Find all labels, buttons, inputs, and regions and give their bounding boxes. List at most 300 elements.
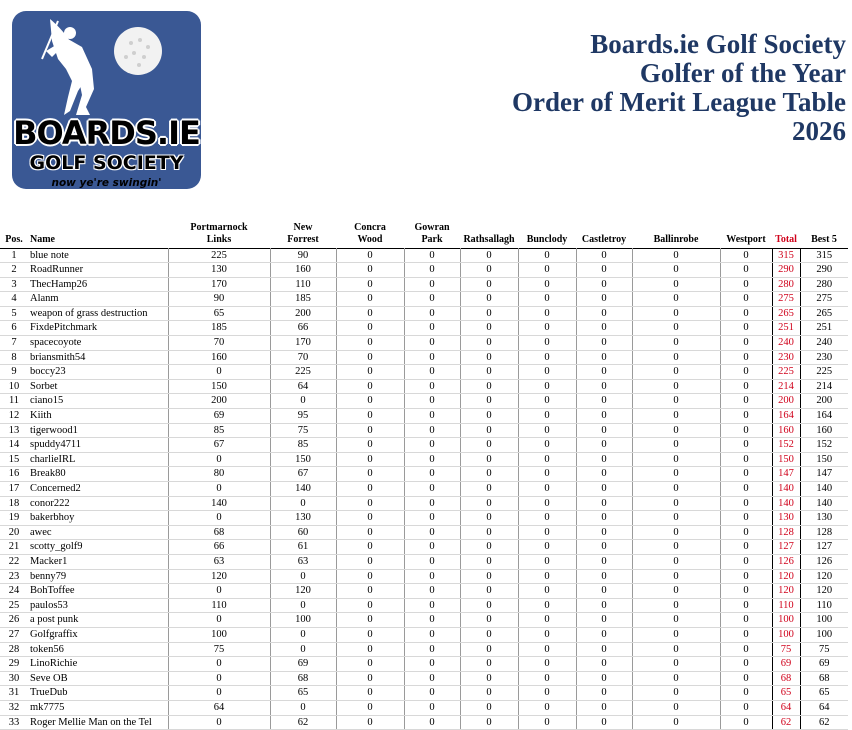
cell-concra-wood: 0 [336,700,404,715]
cell-pos: 1 [0,248,28,263]
cell-ballinrobe: 0 [632,336,720,351]
cell-gowran-park: 0 [404,438,460,453]
col-header-ballinrobe: Ballinrobe [653,233,699,245]
table-row [0,467,848,482]
cell-pos: 28 [0,642,28,657]
cell-total: 280 [772,277,800,292]
cell-total: 200 [772,394,800,409]
cell-portmarnock: 90 [168,292,270,307]
cell-concra-wood: 0 [336,350,404,365]
cell-rathsallagh: 0 [460,350,518,365]
cell-name: Concerned2 [28,482,168,497]
cell-pos: 15 [0,452,28,467]
cell-pos: 32 [0,700,28,715]
table-row [0,277,848,292]
cell-rathsallagh: 0 [460,379,518,394]
cell-rathsallagh: 0 [460,321,518,336]
cell-gowran-park: 0 [404,496,460,511]
cell-new-forrest: 62 [270,715,336,730]
cell-bunclody: 0 [518,292,576,307]
table-row [0,482,848,497]
cell-castletroy: 0 [576,350,632,365]
cell-ballinrobe: 0 [632,452,720,467]
cell-rathsallagh: 0 [460,584,518,599]
cell-castletroy: 0 [576,263,632,278]
cell-best5: 150 [800,452,848,467]
cell-gowran-park: 0 [404,292,460,307]
cell-total: 110 [772,598,800,613]
cell-rathsallagh: 0 [460,306,518,321]
cell-portmarnock: 69 [168,409,270,424]
cell-gowran-park: 0 [404,482,460,497]
cell-concra-wood: 0 [336,627,404,642]
cell-pos: 14 [0,438,28,453]
cell-new-forrest: 85 [270,438,336,453]
cell-best5: 65 [800,686,848,701]
cell-new-forrest: 66 [270,321,336,336]
cell-concra-wood: 0 [336,511,404,526]
cell-portmarnock: 160 [168,350,270,365]
cell-new-forrest: 120 [270,584,336,599]
cell-ballinrobe: 0 [632,379,720,394]
cell-castletroy: 0 [576,671,632,686]
cell-new-forrest: 65 [270,686,336,701]
cell-portmarnock: 170 [168,277,270,292]
cell-best5: 280 [800,277,848,292]
cell-westport: 0 [720,569,772,584]
cell-rathsallagh: 0 [460,452,518,467]
cell-ballinrobe: 0 [632,540,720,555]
cell-name: scotty_golf9 [28,540,168,555]
cell-name: bakerbhoy [28,511,168,526]
cell-total: 150 [772,452,800,467]
cell-total: 69 [772,657,800,672]
cell-bunclody: 0 [518,482,576,497]
heading-table-title: Order of Merit League Table [512,87,846,117]
cell-pos: 3 [0,277,28,292]
cell-castletroy: 0 [576,627,632,642]
cell-concra-wood: 0 [336,438,404,453]
cell-gowran-park: 0 [404,613,460,628]
cell-gowran-park: 0 [404,686,460,701]
cell-best5: 240 [800,336,848,351]
cell-bunclody: 0 [518,423,576,438]
table-row [0,350,848,365]
cell-name: Kiith [28,409,168,424]
cell-new-forrest: 63 [270,554,336,569]
cell-concra-wood: 0 [336,482,404,497]
cell-concra-wood: 0 [336,306,404,321]
cell-gowran-park: 0 [404,715,460,730]
cell-westport: 0 [720,584,772,599]
cell-bunclody: 0 [518,496,576,511]
cell-ballinrobe: 0 [632,627,720,642]
cell-rathsallagh: 0 [460,482,518,497]
cell-concra-wood: 0 [336,292,404,307]
cell-castletroy: 0 [576,554,632,569]
cell-bunclody: 0 [518,306,576,321]
cell-portmarnock: 67 [168,438,270,453]
cell-new-forrest: 150 [270,452,336,467]
cell-name: Seve OB [28,671,168,686]
table-row [0,438,848,453]
cell-castletroy: 0 [576,584,632,599]
cell-gowran-park: 0 [404,394,460,409]
cell-portmarnock: 0 [168,365,270,380]
cell-castletroy: 0 [576,715,632,730]
cell-gowran-park: 0 [404,365,460,380]
cell-gowran-park: 0 [404,511,460,526]
cell-best5: 140 [800,496,848,511]
cell-castletroy: 0 [576,423,632,438]
cell-pos: 33 [0,715,28,730]
cell-pos: 17 [0,482,28,497]
cell-new-forrest: 0 [270,598,336,613]
cell-name: benny79 [28,569,168,584]
cell-total: 128 [772,525,800,540]
cell-best5: 147 [800,467,848,482]
cell-westport: 0 [720,394,772,409]
col-header-concra-wood: Concra Wood [354,221,386,245]
table-row [0,627,848,642]
cell-rathsallagh: 0 [460,336,518,351]
cell-westport: 0 [720,700,772,715]
cell-castletroy: 0 [576,642,632,657]
cell-castletroy: 0 [576,613,632,628]
cell-ballinrobe: 0 [632,277,720,292]
cell-best5: 100 [800,627,848,642]
cell-best5: 100 [800,613,848,628]
cell-total: 100 [772,627,800,642]
cell-rathsallagh: 0 [460,511,518,526]
cell-pos: 23 [0,569,28,584]
cell-total: 160 [772,423,800,438]
cell-pos: 2 [0,263,28,278]
cell-castletroy: 0 [576,277,632,292]
heading-society: Boards.ie Golf Society [590,29,846,59]
cell-concra-wood: 0 [336,569,404,584]
cell-best5: 120 [800,584,848,599]
cell-ballinrobe: 0 [632,248,720,263]
cell-name: token56 [28,642,168,657]
cell-concra-wood: 0 [336,540,404,555]
cell-gowran-park: 0 [404,642,460,657]
cell-pos: 20 [0,525,28,540]
cell-total: 225 [772,365,800,380]
cell-ballinrobe: 0 [632,292,720,307]
cell-concra-wood: 0 [336,321,404,336]
cell-portmarnock: 0 [168,715,270,730]
cell-name: paulos53 [28,598,168,613]
cell-castletroy: 0 [576,540,632,555]
cell-gowran-park: 0 [404,598,460,613]
cell-pos: 8 [0,350,28,365]
cell-bunclody: 0 [518,657,576,672]
cell-portmarnock: 130 [168,263,270,278]
heading-award: Golfer of the Year [639,58,846,88]
cell-rathsallagh: 0 [460,467,518,482]
cell-gowran-park: 0 [404,700,460,715]
table-row [0,336,848,351]
cell-new-forrest: 90 [270,248,336,263]
cell-rathsallagh: 0 [460,700,518,715]
cell-total: 120 [772,569,800,584]
cell-new-forrest: 61 [270,540,336,555]
cell-concra-wood: 0 [336,584,404,599]
cell-pos: 10 [0,379,28,394]
cell-ballinrobe: 0 [632,642,720,657]
cell-total: 126 [772,554,800,569]
cell-bunclody: 0 [518,452,576,467]
cell-pos: 24 [0,584,28,599]
cell-castletroy: 0 [576,482,632,497]
cell-castletroy: 0 [576,686,632,701]
cell-ballinrobe: 0 [632,496,720,511]
cell-new-forrest: 0 [270,569,336,584]
cell-westport: 0 [720,715,772,730]
cell-new-forrest: 0 [270,394,336,409]
cell-gowran-park: 0 [404,584,460,599]
col-header-bunclody: Bunclody [526,233,568,245]
cell-portmarnock: 75 [168,642,270,657]
cell-pos: 9 [0,365,28,380]
cell-westport: 0 [720,438,772,453]
cell-best5: 127 [800,540,848,555]
cell-castletroy: 0 [576,452,632,467]
cell-ballinrobe: 0 [632,321,720,336]
cell-castletroy: 0 [576,306,632,321]
cell-portmarnock: 63 [168,554,270,569]
table-row [0,306,848,321]
cell-bunclody: 0 [518,700,576,715]
cell-westport: 0 [720,511,772,526]
cell-ballinrobe: 0 [632,306,720,321]
cell-best5: 62 [800,715,848,730]
cell-westport: 0 [720,365,772,380]
cell-bunclody: 0 [518,467,576,482]
cell-total: 68 [772,671,800,686]
cell-new-forrest: 0 [270,496,336,511]
cell-concra-wood: 0 [336,467,404,482]
cell-rathsallagh: 0 [460,671,518,686]
cell-portmarnock: 0 [168,584,270,599]
league-table [0,217,848,730]
cell-new-forrest: 200 [270,306,336,321]
cell-gowran-park: 0 [404,277,460,292]
cell-westport: 0 [720,627,772,642]
cell-name: spacecoyote [28,336,168,351]
cell-bunclody: 0 [518,409,576,424]
cell-total: 251 [772,321,800,336]
cell-ballinrobe: 0 [632,467,720,482]
cell-best5: 64 [800,700,848,715]
cell-name: Alanm [28,292,168,307]
cell-bunclody: 0 [518,511,576,526]
cell-total: 120 [772,584,800,599]
cell-portmarnock: 100 [168,627,270,642]
cell-bunclody: 0 [518,365,576,380]
cell-best5: 265 [800,306,848,321]
cell-ballinrobe: 0 [632,511,720,526]
cell-name: RoadRunner [28,263,168,278]
cell-total: 164 [772,409,800,424]
cell-westport: 0 [720,336,772,351]
cell-total: 290 [772,263,800,278]
cell-portmarnock: 68 [168,525,270,540]
cell-new-forrest: 95 [270,409,336,424]
cell-westport: 0 [720,263,772,278]
cell-castletroy: 0 [576,438,632,453]
table-row [0,394,848,409]
cell-total: 214 [772,379,800,394]
cell-pos: 12 [0,409,28,424]
table-row [0,496,848,511]
cell-bunclody: 0 [518,263,576,278]
cell-pos: 25 [0,598,28,613]
cell-rathsallagh: 0 [460,496,518,511]
cell-portmarnock: 80 [168,467,270,482]
cell-gowran-park: 0 [404,467,460,482]
cell-portmarnock: 0 [168,482,270,497]
cell-portmarnock: 65 [168,306,270,321]
cell-concra-wood: 0 [336,671,404,686]
cell-best5: 251 [800,321,848,336]
logo-tagline: now ye're swingin' [51,177,162,189]
cell-westport: 0 [720,613,772,628]
cell-name: tigerwood1 [28,423,168,438]
cell-rathsallagh: 0 [460,627,518,642]
cell-bunclody: 0 [518,277,576,292]
cell-castletroy: 0 [576,700,632,715]
cell-rathsallagh: 0 [460,569,518,584]
cell-bunclody: 0 [518,438,576,453]
cell-concra-wood: 0 [336,263,404,278]
table-row [0,642,848,657]
col-header-name: Name [30,233,55,245]
table-header-row [0,217,848,248]
cell-new-forrest: 100 [270,613,336,628]
table-row [0,715,848,730]
cell-ballinrobe: 0 [632,598,720,613]
cell-gowran-park: 0 [404,554,460,569]
cell-westport: 0 [720,277,772,292]
cell-pos: 11 [0,394,28,409]
cell-ballinrobe: 0 [632,409,720,424]
table-row [0,613,848,628]
cell-gowran-park: 0 [404,409,460,424]
cell-westport: 0 [720,321,772,336]
table-body [0,248,848,730]
cell-name: blue note [28,248,168,263]
cell-rathsallagh: 0 [460,598,518,613]
cell-best5: 75 [800,642,848,657]
cell-name: weapon of grass destruction [28,306,168,321]
cell-ballinrobe: 0 [632,365,720,380]
cell-concra-wood: 0 [336,642,404,657]
cell-rathsallagh: 0 [460,540,518,555]
cell-westport: 0 [720,423,772,438]
col-header-gowran-park: Gowran Park [414,221,450,245]
cell-castletroy: 0 [576,598,632,613]
cell-bunclody: 0 [518,598,576,613]
cell-westport: 0 [720,540,772,555]
cell-name: awec [28,525,168,540]
cell-total: 64 [772,700,800,715]
cell-name: BohToffee [28,584,168,599]
cell-best5: 225 [800,365,848,380]
cell-westport: 0 [720,525,772,540]
cell-new-forrest: 67 [270,467,336,482]
cell-new-forrest: 0 [270,627,336,642]
cell-gowran-park: 0 [404,657,460,672]
cell-ballinrobe: 0 [632,350,720,365]
cell-ballinrobe: 0 [632,613,720,628]
table-row [0,423,848,438]
cell-concra-wood: 0 [336,715,404,730]
cell-gowran-park: 0 [404,248,460,263]
cell-rathsallagh: 0 [460,715,518,730]
cell-best5: 120 [800,569,848,584]
cell-best5: 110 [800,598,848,613]
cell-bunclody: 0 [518,248,576,263]
cell-best5: 214 [800,379,848,394]
cell-rathsallagh: 0 [460,438,518,453]
table-row [0,671,848,686]
table-row [0,365,848,380]
cell-ballinrobe: 0 [632,715,720,730]
cell-pos: 7 [0,336,28,351]
cell-pos: 16 [0,467,28,482]
cell-concra-wood: 0 [336,336,404,351]
cell-castletroy: 0 [576,292,632,307]
cell-concra-wood: 0 [336,394,404,409]
cell-best5: 160 [800,423,848,438]
cell-portmarnock: 85 [168,423,270,438]
cell-westport: 0 [720,306,772,321]
cell-bunclody: 0 [518,569,576,584]
cell-name: FixdePitchmark [28,321,168,336]
cell-ballinrobe: 0 [632,438,720,453]
cell-gowran-park: 0 [404,379,460,394]
cell-bunclody: 0 [518,671,576,686]
cell-concra-wood: 0 [336,409,404,424]
cell-ballinrobe: 0 [632,423,720,438]
cell-rathsallagh: 0 [460,657,518,672]
cell-pos: 30 [0,671,28,686]
cell-castletroy: 0 [576,336,632,351]
cell-new-forrest: 160 [270,263,336,278]
cell-castletroy: 0 [576,394,632,409]
golf-ball-icon [114,27,162,75]
table-row [0,569,848,584]
col-header-best5: Best 5 [811,233,837,245]
cell-pos: 26 [0,613,28,628]
cell-gowran-park: 0 [404,671,460,686]
cell-name: boccy23 [28,365,168,380]
cell-portmarnock: 0 [168,613,270,628]
cell-portmarnock: 66 [168,540,270,555]
col-header-total: Total [775,233,797,245]
cell-concra-wood: 0 [336,423,404,438]
cell-total: 230 [772,350,800,365]
cell-castletroy: 0 [576,379,632,394]
cell-new-forrest: 70 [270,350,336,365]
cell-concra-wood: 0 [336,657,404,672]
page-heading [512,30,846,146]
cell-castletroy: 0 [576,409,632,424]
col-header-pos: Pos. [5,233,23,245]
cell-ballinrobe: 0 [632,657,720,672]
